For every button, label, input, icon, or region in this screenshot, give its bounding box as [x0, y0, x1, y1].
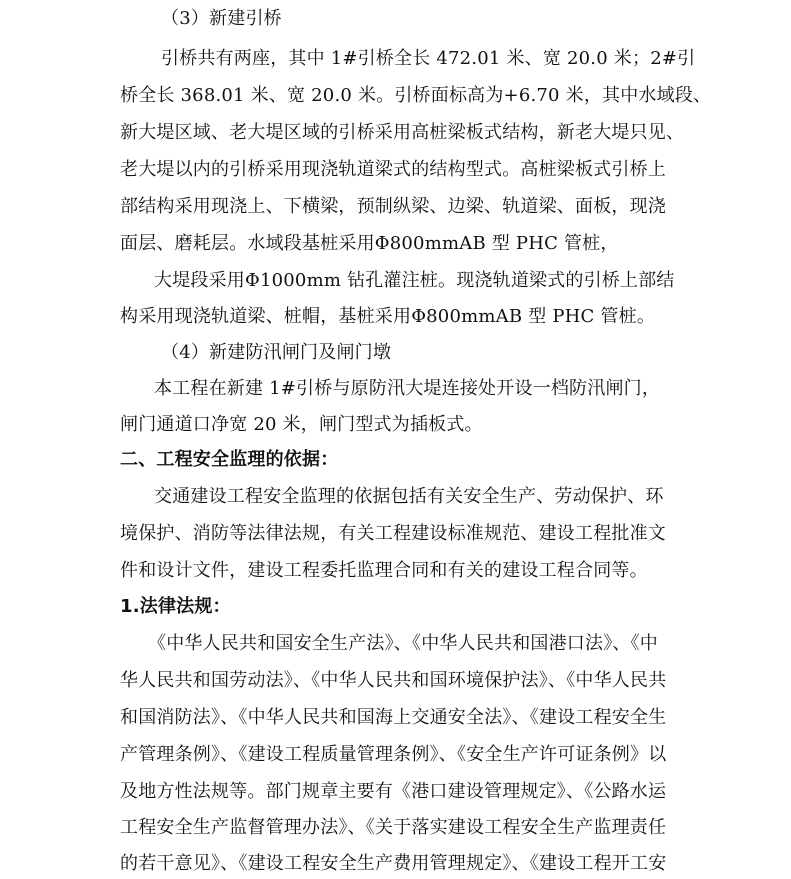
- paragraph-line: 的若干意见》、《建设工程安全生产费用管理规定》、《建设工程开工安: [120, 853, 667, 874]
- paragraph-line: 部结构采用现浇上、下横梁，预制纵梁、边梁、轨道梁、面板，现浇: [120, 196, 666, 217]
- section-heading-flood-gate: （4）新建防汛闸门及闸门墩: [161, 342, 392, 363]
- paragraph-line: 闸门通道口净宽 20 米，闸门型式为插板式。: [120, 414, 483, 435]
- paragraph-line: 《中华人民共和国安全生产法》、《中华人民共和国港口法》、《中: [148, 633, 658, 654]
- paragraph-line: 和国消防法》、《中华人民共和国海上交通安全法》、《建设工程安全生: [120, 707, 667, 728]
- paragraph-line: 大堤段采用Φ1000mm 钻孔灌注桩。现浇轨道梁式的引桥上部结: [154, 270, 675, 291]
- paragraph-line: 产管理条例》、《建设工程质量管理条例》、《安全生产许可证条例》以: [120, 744, 667, 765]
- section-heading-new-approach-bridge: （3）新建引桥: [161, 8, 282, 29]
- part-heading-safety-supervision-basis: 二、工程安全监理的依据：: [120, 449, 339, 470]
- paragraph-line: 境保护、消防等法律法规，有关工程建设标准规范、建设工程批准文: [120, 523, 666, 544]
- paragraph-line: 引桥共有两座，其中 1#引桥全长 472.01 米、宽 20.0 米；2#引: [161, 48, 696, 69]
- paragraph-line: 老大堤以内的引桥采用现浇轨道梁式的结构型式。高桩梁板式引桥上: [120, 159, 666, 180]
- paragraph-line: 新大堤区域、老大堤区域的引桥采用高桩梁板式结构，新老大堤只见、: [120, 122, 685, 143]
- paragraph-line: 构采用现浇轨道梁、桩帽，基桩采用Φ800mmAB 型 PHC 管桩。: [120, 306, 656, 327]
- paragraph-line: 工程安全生产监督管理办法》、《关于落实建设工程安全生产监理责任: [120, 817, 667, 838]
- paragraph-line: 及地方性法规等。部门规章主要有《港口建设管理规定》、《公路水运: [120, 781, 667, 802]
- paragraph-line: 本工程在新建 1#引桥与原防汛大堤连接处开设一档防汛闸门，: [154, 378, 661, 399]
- paragraph-line: 件和设计文件，建设工程委托监理合同和有关的建设工程合同等。: [120, 560, 648, 581]
- paragraph-line: 桥全长 368.01 米、宽 20.0 米。引桥面标高为+6.70 米，其中水域段、: [120, 85, 712, 106]
- sub-heading-laws-regulations: 1.法律法规：: [120, 596, 231, 617]
- paragraph-line: 交通建设工程安全监理的依据包括有关安全生产、劳动保护、环: [154, 486, 664, 507]
- paragraph-line: 华人民共和国劳动法》、《中华人民共和国环境保护法》、《中华人民共: [120, 670, 667, 691]
- paragraph-line: 面层、磨耗层。水域段基桩采用Φ800mmAB 型 PHC 管桩，: [120, 233, 619, 254]
